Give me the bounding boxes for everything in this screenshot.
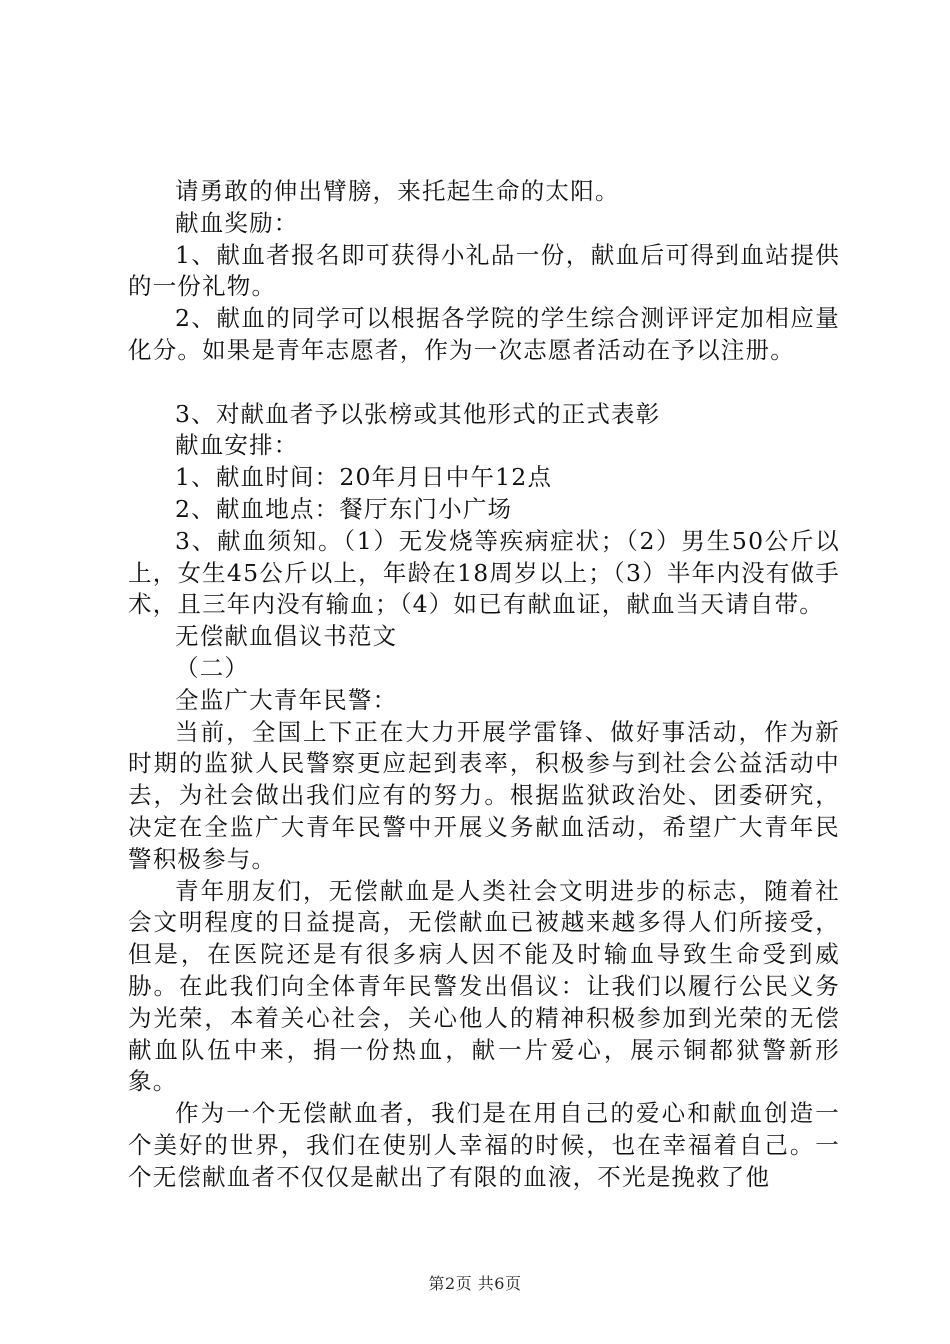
page-number-footer: 第2页 共6页 xyxy=(428,1274,522,1293)
paragraph: 青年朋友们，无偿献血是人类社会文明进步的标志，随着社会文明程度的日益提高，无偿献血已被越来越多得人们所接受，但是，在医院还是有很多病人因不能及时输血导致生命受到威胁。在此我们向全体青年民警发出倡议：让我们以履行公民义务为光荣，本着关心社会，关心他人的精神积极参加到光荣的无偿献血队伍中来，捐一份热血，献一片爱心，展示铜都狱警新形象。 xyxy=(128,876,840,1096)
paragraph: 作为一个无偿献血者，我们是在用自己的爱心和献血创造一个美好的世界，我们在使别人幸福的时候，也在幸福着自己。一个无偿献血者不仅仅是献出了有限的血液，不光是挽救了他 xyxy=(128,1099,840,1191)
paragraph: 3、对献血者予以张榜或其他形式的正式表彰 xyxy=(175,399,661,428)
paragraph: 1、献血时间：20年月日中午12点 xyxy=(175,463,553,492)
paragraph: 1、献血者报名即可获得小礼品一份，献血后可得到血站提供的一份礼物。 xyxy=(128,240,840,301)
salutation: 全监广大青年民警： xyxy=(175,685,398,714)
document-body xyxy=(128,176,840,1194)
paragraph: 2、献血的同学可以根据各学院的学生综合测评评定加相应量化分。如果是青年志愿者，作为一次志愿者活动在予以注册。 xyxy=(128,304,840,364)
paragraph: 请勇敢的伸出臂膀，来托起生命的太阳。 xyxy=(175,177,620,205)
section-number: （二） xyxy=(175,653,250,682)
paragraph: 2、献血地点：餐厅东门小广场 xyxy=(175,494,513,523)
section-heading-reward: 献血奖励： xyxy=(175,208,299,237)
paragraph: 当前，全国上下正在大力开展学雷锋、做好事活动，作为新时期的监狱人民警察更应起到表率，积极参与到社会公益活动中去，为社会做出我们应有的努力。根据监狱政治处、团委研究，决定在全监广大青年民警中开展义务献血活动，希望广大青年民警积极参与。 xyxy=(128,717,840,873)
section-heading-arrangement: 献血安排： xyxy=(175,431,299,460)
paragraph: 3、献血须知。（1）无发烧等疾病症状；（2）男生50公斤以上，女生45公斤以上，年龄在18周岁以上；（3）半年内没有做手术，且三年内没有输血；（4）如已有献血证，献血当天请自带。 xyxy=(128,526,840,619)
document-subtitle: 无偿献血倡议书范文 xyxy=(175,622,398,651)
